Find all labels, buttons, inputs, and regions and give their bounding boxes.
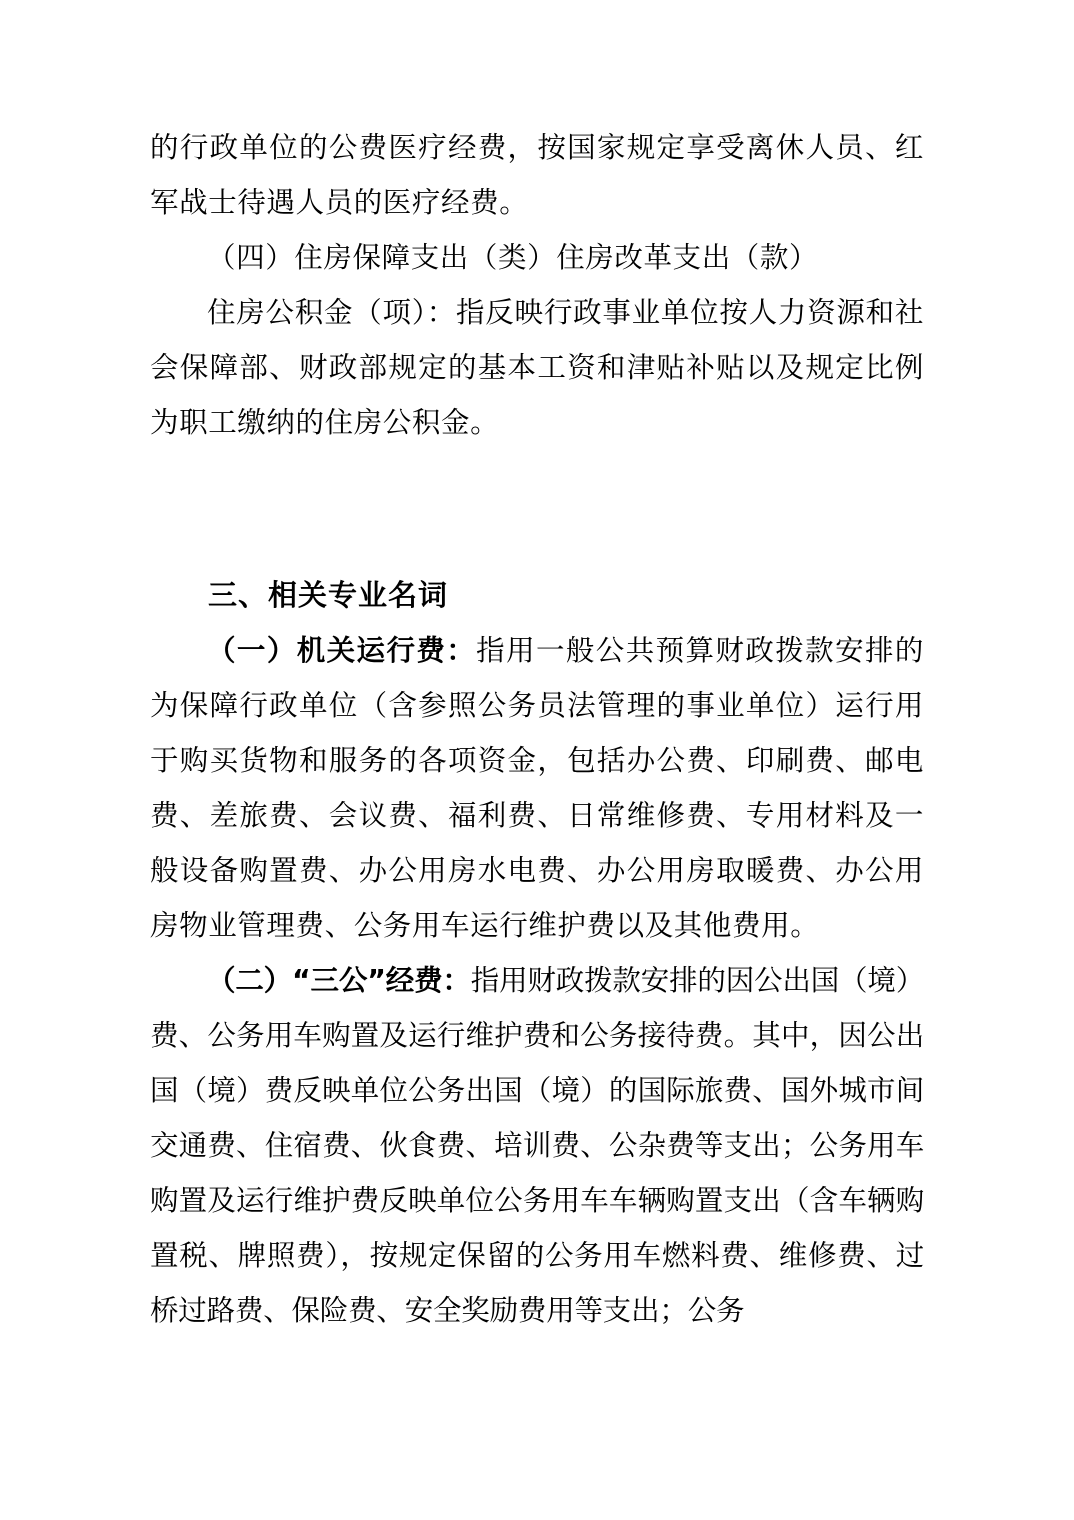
paragraph-housing-provident-fund: 住房公积金（项）：指反映行政事业单位按人力资源和社会保障部、财政部规定的基本工资和津贴补贴以及规定比例为职工缴纳的住房公积金。 [150, 296, 924, 439]
paragraph-housing-support-heading: （四）住房保障支出（类）住房改革支出（款） [207, 241, 819, 274]
paragraph-medical-expenses: 的行政单位的公费医疗经费，按国家规定享受离休人员、红军战士待遇人员的医疗经费。 [150, 131, 924, 219]
term-body-agency-operating-cost: 指用一般公共预算财政拨款安排的为保障行政单位（含参照公务员法管理的事业单位）运行用于购买货物和服务的各项资金，包括办公费、印刷费、邮电费、差旅费、会议费、福利费、日常维修费、专用材料及一般设备购置费、办公用房水电费、办公用房取暖费、办公用房物业管理费、公务用车运行维护费以及其他费用。 [150, 634, 924, 942]
document-body [150, 120, 924, 1338]
term-body-three-public-expenses: 指用财政拨款安排的因公出国（境）费、公务用车购置及运行维护费和公务接待费。其中，因公出国（境）费反映单位公务出国（境）的国际旅费、国外城市间交通费、住宿费、伙食费、培训费、公杂费等支出；公务用车购置及运行维护费反映单位公务用车车辆购置支出（含车辆购置税、牌照费），按规定保留的公务用车燃料费、维修费、过桥过路费、保险费、安全奖励费用等支出；公务 [150, 964, 924, 1327]
paragraph-three-public-expenses [150, 953, 924, 1338]
term-label-agency-operating-cost: （一）机关运行费： [207, 634, 477, 667]
paragraph-agency-operating-cost [150, 623, 924, 953]
section-spacer [150, 450, 924, 568]
section-heading-related-terms: 三、相关专业名词 [208, 578, 449, 612]
term-label-three-public-expenses: （二）“三公”经费： [207, 964, 471, 997]
